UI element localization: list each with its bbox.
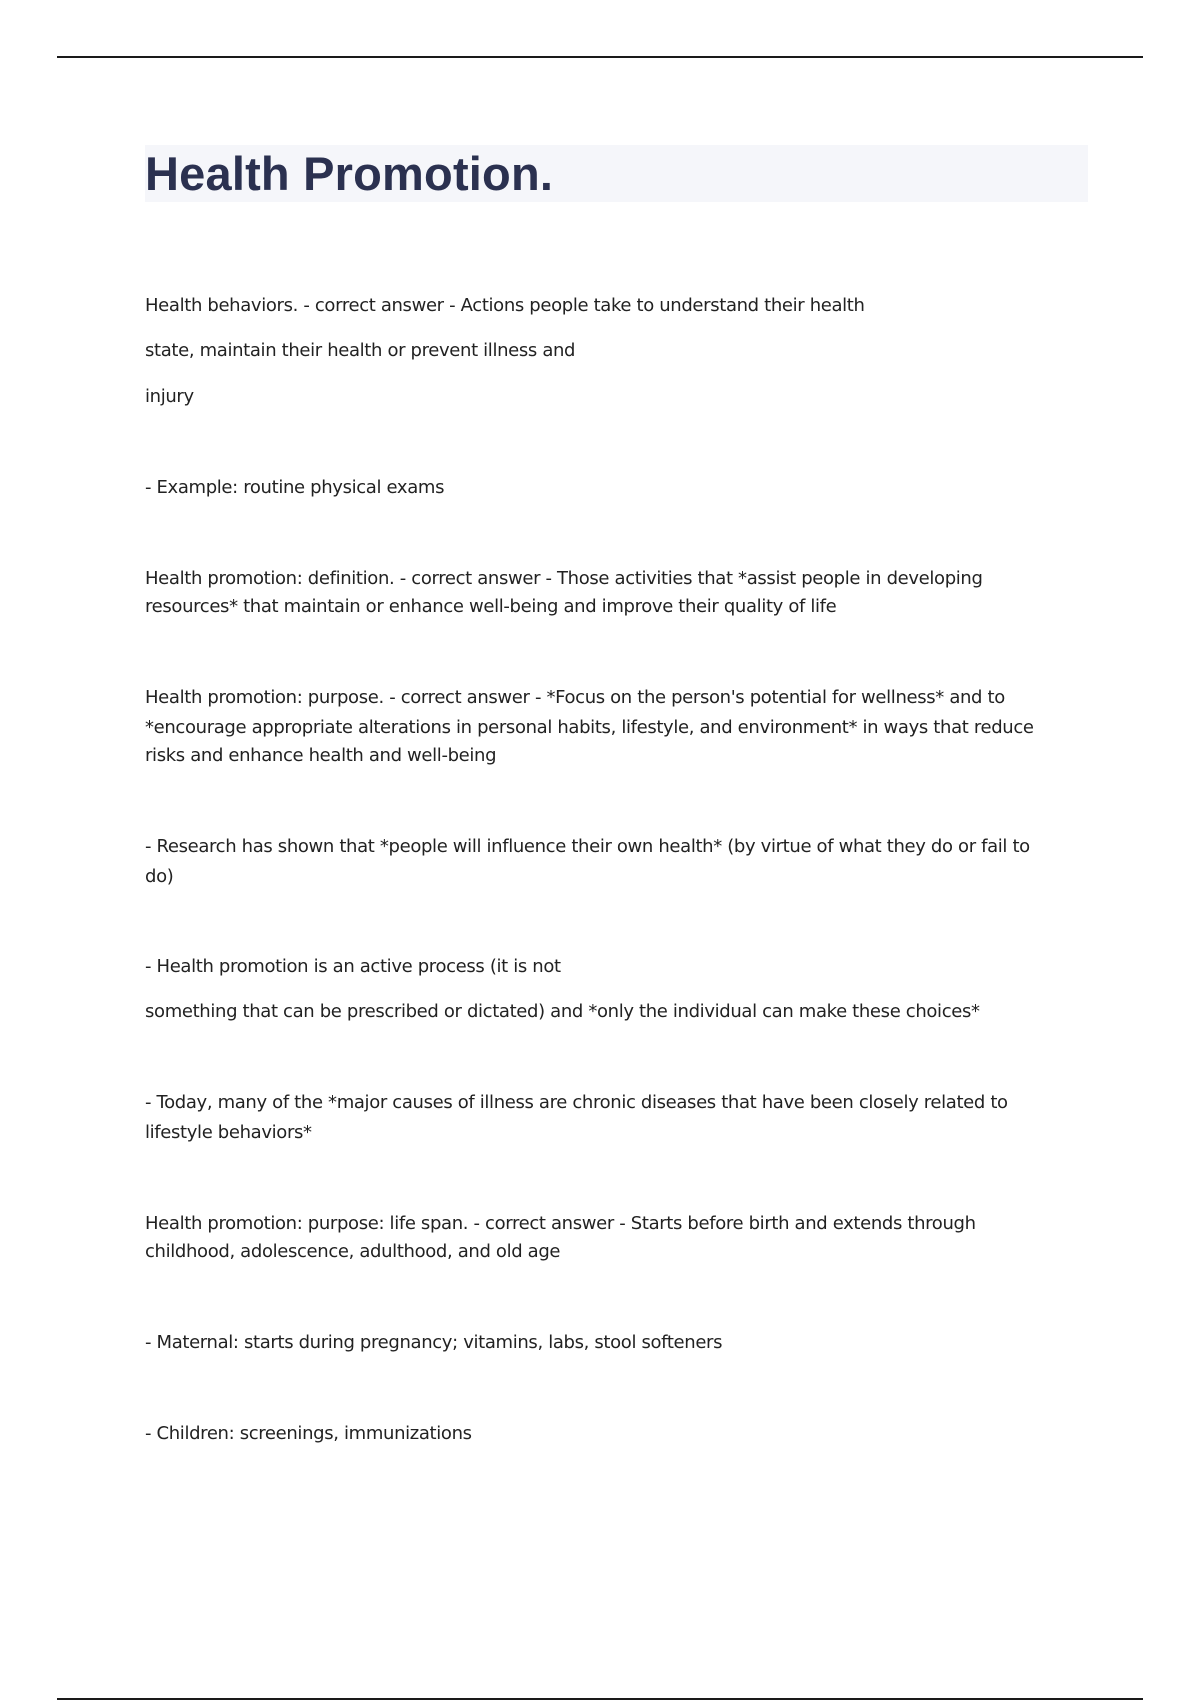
text-line: - Maternal: starts during pregnancy; vitamins, labs, stool softeners: [145, 1332, 723, 1353]
text-line: - Example: routine physical exams: [145, 477, 445, 498]
text-line: risks and enhance health and well-being: [145, 745, 497, 766]
text-line: - Today, many of the *major causes of illness are chronic diseases that have been closely related to: [145, 1092, 1008, 1113]
text-line: resources* that maintain or enhance well-being and improve their quality of life: [145, 596, 837, 617]
page-title: Health Promotion.: [145, 147, 554, 200]
text-line: Health behaviors. - correct answer - Actions people take to understand their health: [145, 295, 865, 316]
text-line: injury: [145, 386, 194, 407]
text-line: state, maintain their health or prevent illness and: [145, 340, 576, 361]
text-line: do): [145, 866, 174, 887]
text-line: - Children: screenings, immunizations: [145, 1423, 472, 1444]
text-line: something that can be prescribed or dictated) and *only the individual can make these choices*: [145, 1001, 980, 1022]
text-line: Health promotion: definition. - correct answer - Those activities that *assist people in developing: [145, 568, 983, 589]
text-line: Health promotion: purpose: life span. - correct answer - Starts before birth and extends through: [145, 1213, 976, 1234]
text-line: - Research has shown that *people will influence their own health* (by virtue of what they do or fail to: [145, 836, 1030, 857]
text-line: childhood, adolescence, adulthood, and old age: [145, 1241, 561, 1262]
text-line: - Health promotion is an active process (it is not: [145, 956, 561, 977]
text-line: *encourage appropriate alterations in personal habits, lifestyle, and environment* in ways that reduce: [145, 717, 1034, 738]
text-line: Health promotion: purpose. - correct answer - *Focus on the person's potential for wellness* and to: [145, 687, 1005, 708]
header-rule: [57, 56, 1143, 58]
text-line: lifestyle behaviors*: [145, 1122, 312, 1143]
